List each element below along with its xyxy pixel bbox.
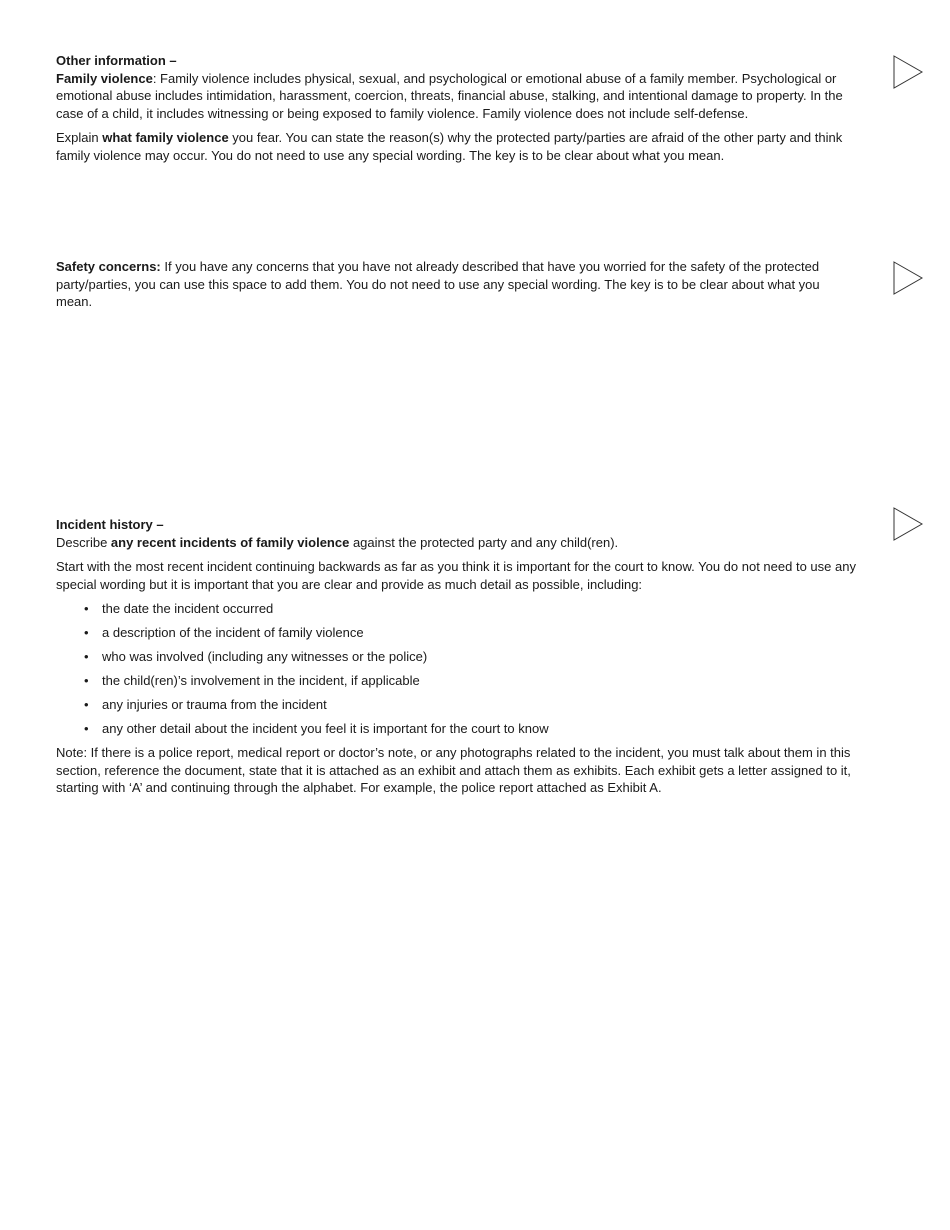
other-information-section <box>56 52 856 171</box>
safety-concerns-section <box>56 258 856 318</box>
safety-concerns-paragraph <box>56 258 856 311</box>
triangle-arrow-right-icon <box>893 261 923 295</box>
incident-describe <box>56 534 856 552</box>
describe-prefix: Describe <box>56 534 111 550</box>
list-item: • any injuries or trauma from the incident <box>56 696 856 714</box>
explain-prefix: Explain <box>56 130 103 145</box>
incident-history-section <box>56 516 856 804</box>
safety-concerns-text: If you have any concerns that you have not already described that have you worried for the safety of the protected party/parties, you can use this space to add them. You do not need to use any special wording. The key is to be clear about what you mean. <box>56 259 820 309</box>
incident-instructions: Start with the most recent incident continuing backwards as far as you think it is important for the court to know. You do not need to use any special wording but it is important that you are clear and provide as much detail as possible, including: <box>56 559 856 592</box>
other-information-heading: Other information – <box>56 53 177 68</box>
incident-history-heading: Incident history – <box>56 517 164 532</box>
list-item: • any other detail about the incident you feel it is important for the court to know <box>56 720 856 738</box>
list-item: • a description of the incident of family violence <box>56 624 856 642</box>
list-item: • the date the incident occurred <box>56 600 856 618</box>
incident-details-list <box>56 600 856 738</box>
explain-bold: what family violence <box>102 130 229 145</box>
explain-suffix: you fear. You can state the reason(s) why the protected party/parties are afraid of the other party and think family violence may occur. You do not need to use any special wording. The key is to be clear about what you mean. <box>56 130 843 163</box>
list-item: • who was involved (including any witnesses or the police) <box>56 648 856 666</box>
triangle-arrow-right-icon <box>893 507 923 541</box>
family-violence-definition <box>56 70 856 123</box>
describe-bold: any recent incidents of family violence <box>110 534 350 550</box>
triangle-arrow-right-icon <box>893 55 923 89</box>
describe-suffix: against the protected party and any child(ren). <box>349 534 619 550</box>
safety-concerns-label: Safety concerns: <box>56 259 161 274</box>
family-violence-text: : Family violence includes physical, sexual, and psychological or emotional abuse of a family member. Psychological or emotional abuse includes intimidation, harassment, coercion, threats, financial abuse, stalking, and intentional damage to property. In the case of a child, it includes witnessing or being exposed to family violence. Family violence does not include self-defense. <box>56 70 843 121</box>
exhibit-note: Note: If there is a police report, medical report or doctor’s note, or any photographs related to the incident, you must talk about them in this section, reference the document, state that it is attached as an exhibit and attach them as exhibits. Each exhibit gets a letter assigned to it, starting with ‘A’ and continuing through the alphabet. For example, the police report attached as Exhibit A. <box>56 745 851 795</box>
explain-fear-instructions <box>56 129 856 164</box>
family-violence-label: Family violence <box>56 70 153 86</box>
list-item: • the child(ren)’s involvement in the incident, if applicable <box>56 672 856 690</box>
